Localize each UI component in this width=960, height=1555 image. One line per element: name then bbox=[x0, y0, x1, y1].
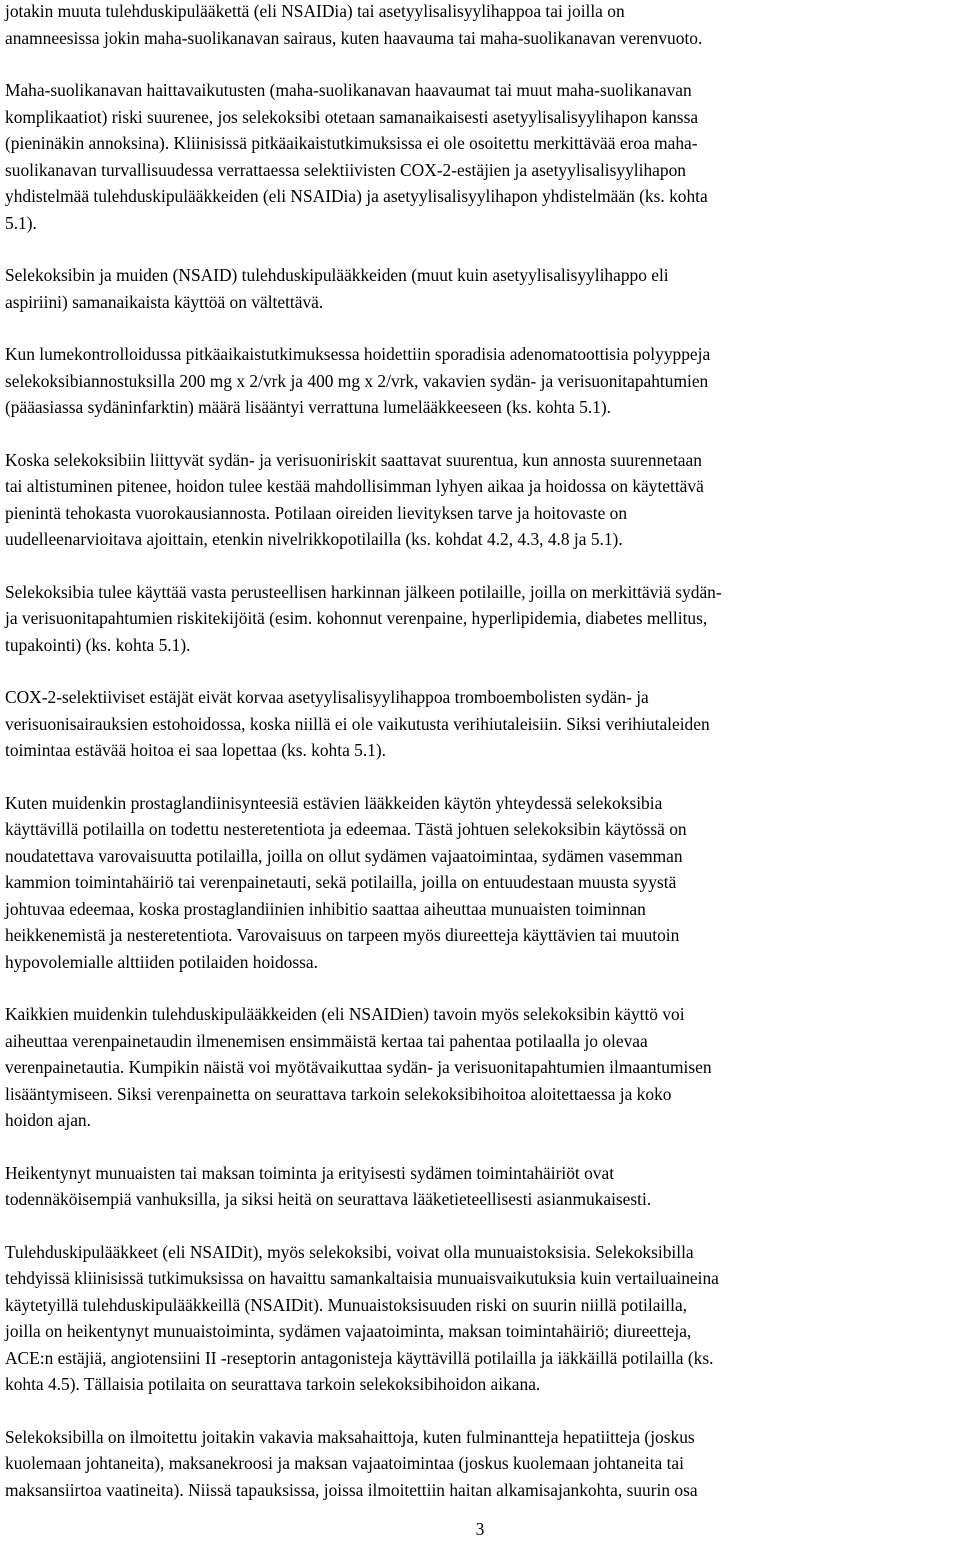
paragraph bbox=[5, 77, 960, 236]
text-line: verenpainetautia. Kumpikin näistä voi myötävaikuttaa sydän- ja verisuonitapahtumien ilmaantumisen bbox=[5, 1057, 712, 1077]
text-line: selekoksibiannostuksilla 200 mg x 2/vrk ja 400 mg x 2/vrk, vakavien sydän- ja verisuonitapahtumien bbox=[5, 370, 709, 391]
text-line: Koska selekoksibiin liittyvät sydän- ja verisuoniriskit saattavat suurentua, kun annosta suurennetaan bbox=[5, 449, 702, 470]
text-line: hypovolemialle alttiiden potilaiden hoidossa. bbox=[5, 951, 318, 972]
text-line: Kun lumekontrolloidussa pitkäaikaistutkimuksessa hoidettiin sporadisia adenomatoottisia polyyppeja bbox=[5, 344, 711, 364]
text-line: käytetyillä tulehduskipulääkkeillä (NSAIDit). Munuaistoksisuuden riski on suurin niillä potilailla, bbox=[5, 1294, 688, 1315]
paragraph bbox=[5, 447, 960, 553]
text-line: 5.1). bbox=[5, 212, 37, 233]
text-line: Kuten muidenkin prostaglandiinisynteesiä estävien lääkkeiden käytön yhteydessä selekoksibia bbox=[5, 792, 663, 813]
text-line: jotakin muuta tulehduskipulääkettä (eli NSAIDia) tai asetyylisalisyylihappoa tai joilla on bbox=[5, 1, 625, 21]
text-line: kammion toimintahäiriö tai verenpainetauti, sekä potilailla, joilla on entuudestaan muusta syystä bbox=[5, 872, 677, 892]
paragraph bbox=[5, 1160, 960, 1213]
text-line: lisääntymiseen. Siksi verenpainetta on seurattava tarkoin selekoksibihoitoa aloitettaessa ja koko bbox=[5, 1083, 672, 1104]
paragraph bbox=[5, 341, 960, 421]
paragraph bbox=[5, 0, 960, 51]
text-line: (pääasiassa sydäninfarktin) määrä lisääntyi verrattuna lumelääkkeeseen (ks. kohta 5.1). bbox=[5, 397, 612, 417]
text-line: ACE:n estäjiä, angiotensiini II -reseptorin antagonisteja käyttävillä potilailla ja iäkkäillä potilailla (ks. bbox=[5, 1347, 714, 1368]
paragraph bbox=[5, 1001, 960, 1134]
text-line: ja verisuonitapahtumien riskitekijöitä (esim. kohonnut verenpaine, hyperlipidemia, diabetes mellitus, bbox=[5, 608, 708, 628]
text-line: aspiriini) samanaikaista käyttöä on vältettävä. bbox=[5, 291, 324, 312]
text-line: pienintä tehokasta vuorokausiannosta. Potilaan oireiden lievityksen tarve ja hoitovaste on bbox=[5, 502, 628, 523]
text-line: tupakointi) (ks. kohta 5.1). bbox=[5, 634, 191, 655]
text-line: todennäköisempiä vanhuksilla, ja siksi heitä on seurattava lääketieteellisesti asianmukaisesti. bbox=[5, 1189, 652, 1209]
paragraph bbox=[5, 262, 960, 315]
text-line: Heikentynyt munuaisten tai maksan toiminta ja erityisesti sydämen toimintahäiriöt ovat bbox=[5, 1162, 615, 1183]
text-line: COX-2-selektiiviset estäjät eivät korvaa asetyylisalisyylihappoa tromboembolisten sydän- ja bbox=[5, 687, 649, 707]
paragraph bbox=[5, 579, 960, 659]
text-line: kohta 4.5). Tällaisia potilaita on seurattava tarkoin selekoksibihoidon aikana. bbox=[5, 1374, 541, 1394]
text-line: (pieninäkin annoksina). Kliinisissä pitkäaikaistutkimuksissa ei ole osoitettu merkittävää eroa maha- bbox=[5, 133, 698, 153]
text-line: noudatettava varovaisuutta potilailla, joilla on ollut sydämen vajaatoimintaa, sydämen vasemman bbox=[5, 845, 683, 866]
page-number: 3 bbox=[475, 1519, 485, 1539]
text-line: aiheuttaa verenpainetaudin ilmenemisen ensimmäistä kertaa tai pahentaa potilaalla jo olevaa bbox=[5, 1030, 648, 1051]
paragraph bbox=[5, 790, 960, 976]
text-line: suolikanavan turvallisuudessa verrattaessa selektiivisten COX-2-estäjien ja asetyylisalisyylihapon bbox=[5, 159, 686, 180]
text-line: Maha-suolikanavan haittavaikutusten (maha-suolikanavan haavaumat tai muut maha-suolikanavan bbox=[5, 80, 692, 100]
text-line: kuolemaan johtaneita), maksanekroosi ja maksan vajaatoimintaa (joskus kuolemaan johtaneita tai bbox=[5, 1453, 684, 1473]
text-line: heikkenemistä ja nesteretentiota. Varovaisuus on tarpeen myös diureetteja käyttävien tai muutoin bbox=[5, 925, 680, 945]
text-line: Selekoksibilla on ilmoitettu joitakin vakavia maksahaittoja, kuten fulminantteja hepatiitteja (joskus bbox=[5, 1426, 695, 1447]
text-line: tehdyissä kliinisissä tutkimuksissa on havaittu samankaltaisia munuaisvaikutuksia kuin vertailuaineina bbox=[5, 1268, 719, 1288]
paragraph bbox=[5, 1239, 960, 1398]
text-line: verisuonisairauksien estohoidossa, koska niillä ei ole vaikutusta verihiutaleisiin. Siksi verihiutaleiden bbox=[5, 713, 710, 734]
text-line: käyttävillä potilailla on todettu nesteretentiota ja edeemaa. Tästä johtuen selekoksibin käytössä on bbox=[5, 819, 687, 839]
document-body bbox=[5, 0, 960, 1529]
text-line: hoidon ajan. bbox=[5, 1110, 91, 1130]
text-line: uudelleenarvioitava ajoittain, etenkin nivelrikkopotilailla (ks. kohdat 4.2, 4.3, 4.8 ja 5.1). bbox=[5, 529, 623, 549]
text-line: komplikaatiot) riski suurenee, jos selekoksibi otetaan samanaikaisesti asetyylisalisyylihapon kanssa bbox=[5, 106, 699, 127]
text-line: Selekoksibin ja muiden (NSAID) tulehduskipulääkkeiden (muut kuin asetyylisalisyylihappo eli bbox=[5, 265, 669, 285]
text-line: tai altistuminen pitenee, hoidon tulee kestää mahdollisimman lyhyen aikaa ja hoidossa on käytettävä bbox=[5, 476, 704, 496]
text-line: johtuvaa edeemaa, koska prostaglandiinien inhibitio saattaa aiheuttaa munuaisten toiminnan bbox=[5, 898, 646, 919]
text-line: anamneesissa jokin maha-suolikanavan sairaus, kuten haavauma tai maha-suolikanavan verenvuoto. bbox=[5, 27, 703, 48]
paragraph bbox=[5, 1424, 960, 1504]
text-line: yhdistelmää tulehduskipulääkkeiden (eli NSAIDia) ja asetyylisalisyylihapon yhdistelmään (ks. kohta bbox=[5, 186, 708, 206]
paragraph bbox=[5, 684, 960, 764]
text-line: maksansiirtoa vaatineita). Niissä tapauksissa, joissa ilmoitettiin haitan alkamisajankohta, suurin osa bbox=[5, 1479, 698, 1500]
text-line: Selekoksibia tulee käyttää vasta perusteellisen harkinnan jälkeen potilaille, joilla on merkittäviä sydän- bbox=[5, 581, 722, 602]
text-line: Kaikkien muidenkin tulehduskipulääkkeiden (eli NSAIDien) tavoin myös selekoksibin käyttö voi bbox=[5, 1004, 685, 1024]
text-line: toimintaa estävää hoitoa ei saa lopettaa (ks. kohta 5.1). bbox=[5, 740, 387, 760]
text-line: Tulehduskipulääkkeet (eli NSAIDit), myös selekoksibi, voivat olla munuaistoksisia. Selekoksibilla bbox=[5, 1241, 694, 1262]
text-line: joilla on heikentynyt munuaistoiminta, sydämen vajaatoiminta, maksan toimintahäiriö; diureetteja, bbox=[5, 1321, 692, 1341]
